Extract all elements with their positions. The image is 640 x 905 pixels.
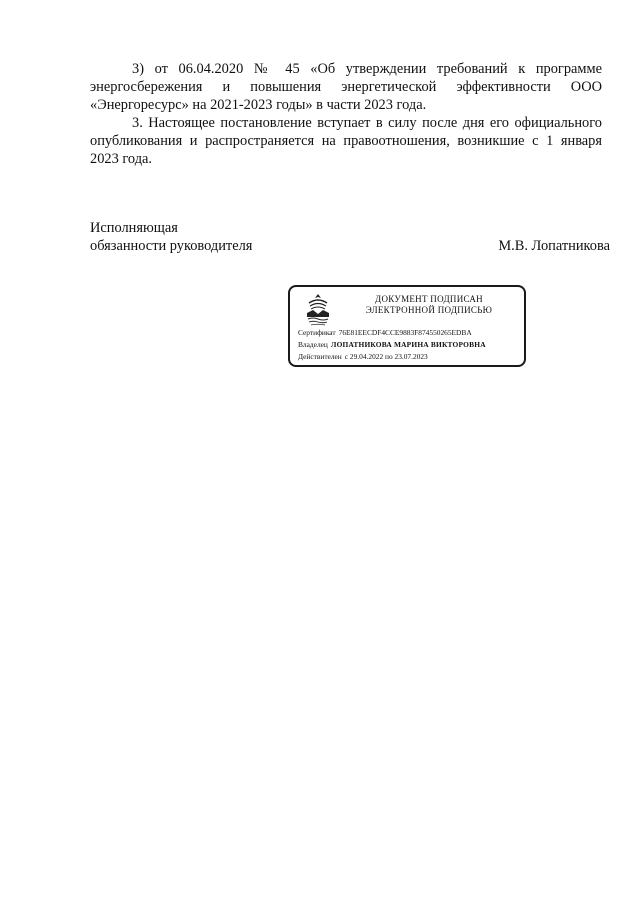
stamp-title-line2: ЭЛЕКТРОННОЙ ПОДПИСЬЮ	[365, 305, 493, 315]
validity-row	[298, 352, 428, 361]
owner-row	[298, 340, 486, 349]
signature-block	[90, 219, 610, 255]
electronic-signature-stamp	[288, 285, 526, 367]
coat-of-arms-icon	[305, 293, 331, 327]
paragraph-item-3: 3) от 06.04.2020 № 45 «Об утверждении требований к программе энергосбережения и повышения энергетической эффективности ООО «Энергоресурс» на 2021-2023 годы» в части 2023 года.	[90, 61, 602, 113]
certificate-value: 76E81EECDF4CCE9883F874550265EDBA	[338, 328, 472, 337]
signature-line	[90, 237, 610, 255]
signatory-position-line2: обязанности руководителя	[90, 238, 253, 254]
validity-label: Действителен	[298, 352, 342, 361]
signatory-name: М.В. Лопатникова	[498, 238, 610, 254]
stamp-title	[336, 294, 522, 316]
certificate-label: Сертификат	[298, 328, 336, 337]
owner-value: ЛОПАТНИКОВА МАРИНА ВИКТОРОВНА	[330, 340, 486, 349]
validity-value: с 29.04.2022 по 23.07.2023	[344, 352, 428, 361]
certificate-row	[298, 328, 472, 337]
document-body	[90, 60, 602, 168]
stamp-title-line1: ДОКУМЕНТ ПОДПИСАН	[375, 294, 483, 304]
paragraph-effective-date: 3. Настоящее постановление вступает в силу после дня его официального опубликования и распространяется на правоотношения, возникшие с 1 января 2023 года.	[90, 115, 602, 167]
signatory-position-line1: Исполняющая	[90, 220, 178, 236]
owner-label: Владелец	[298, 340, 328, 349]
